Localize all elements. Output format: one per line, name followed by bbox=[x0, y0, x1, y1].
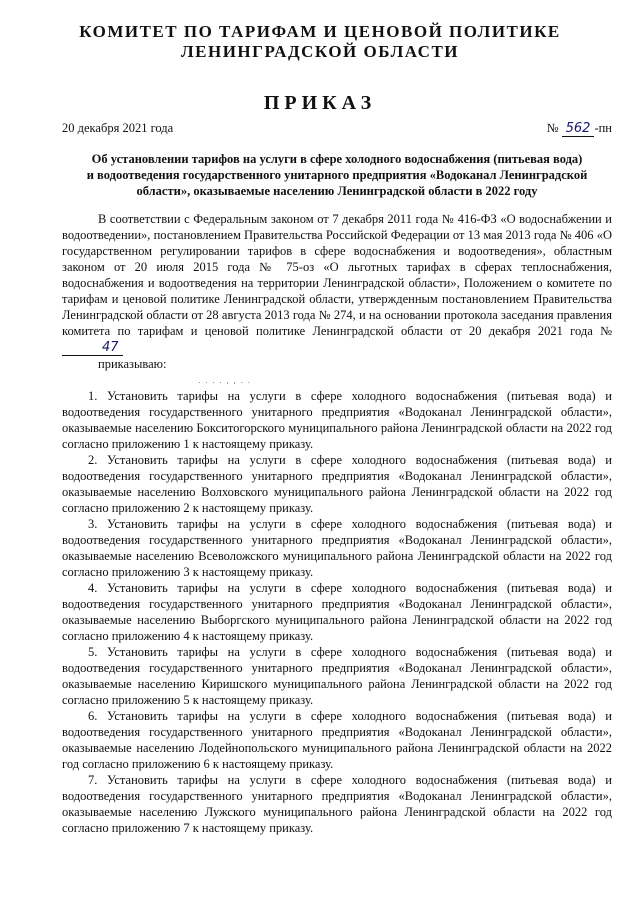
order-date: 20 декабря 2021 года bbox=[62, 121, 174, 135]
org-header bbox=[0, 22, 640, 62]
order-item: 3. Установить тарифы на услуги в сфере холодного водоснабжения (питьевая вода) и водоотведения государственного унитарного предприятия «Водоканал Ленинградской области», оказываемые населению Всеволожского муниципального района Ленинградской области на 2022 год согласно приложению 3 к настоящему приказу. bbox=[62, 517, 612, 579]
order-item: 7. Установить тарифы на услуги в сфере холодного водоснабжения (питьевая вода) и водоотведения государственного унитарного предприятия «Водоканал Ленинградской области», оказываемые населению Лужского муниципального района Ленинградской области на 2022 год согласно приложению 7 к настоящему приказу. bbox=[62, 773, 612, 835]
meta-row bbox=[62, 121, 612, 137]
order-item: 4. Установить тарифы на услуги в сфере холодного водоснабжения (питьевая вода) и водоотведения государственного унитарного предприятия «Водоканал Ленинградской области», оказываемые населению Выборгского муниципального района Ленинградской области на 2022 год согласно приложению 4 к настоящему приказу. bbox=[62, 581, 612, 643]
handwritten-number: 562 bbox=[562, 122, 595, 137]
subject-line: и водоотведения государственного унитарного предприятия «Водоканал Ленинградской bbox=[86, 168, 588, 182]
order-items bbox=[62, 388, 612, 836]
subject-line: Об установлении тарифов на услуги в сфере холодного водоснабжения (питьевая вода) bbox=[91, 152, 583, 166]
order-item: 1. Установить тарифы на услуги в сфере холодного водоснабжения (питьевая вода) и водоотведения государственного унитарного предприятия «Водоканал Ленинградской области», оказываемые населению Бокситогорского муниципального района Ленинградской области на 2022 год согласно приложению 1 к настоящему приказу. bbox=[62, 389, 612, 451]
number-suffix: -пн bbox=[594, 121, 612, 135]
order-item: 6. Установить тарифы на услуги в сфере холодного водоснабжения (питьевая вода) и водоотведения государственного унитарного предприятия «Водоканал Ленинградской области», оказываемые населению Лодейнопольского муниципального района Ленинградской области на 2022 год согласно приложению 6 к настоящему приказу. bbox=[62, 709, 612, 771]
handwritten-protocol-number: 47 bbox=[62, 341, 123, 356]
order-item: 2. Установить тарифы на услуги в сфере холодного водоснабжения (питьевая вода) и водоотведения государственного унитарного предприятия «Водоканал Ленинградской области», оказываемые населению Волховского муниципального района Ленинградской области на 2022 год согласно приложению 2 к настоящему приказу. bbox=[62, 453, 612, 515]
preamble bbox=[62, 211, 612, 356]
preamble-text: В соответствии с Федеральным законом от 7 декабря 2011 года № 416-ФЗ «О водоснабжении и водоотведении», постановлением Правительства Российской Федерации от 13 мая 2013 года № 406 «О государственном регулировании тарифов в сфере водоснабжения и водоотведения», областным законом от 20 июля 2015 года № 75-оз «О льготных тарифах в сферах теплоснабжения, водоснабжения и водоотведения на территории Ленинградской области», Положением о комитете по тарифам и ценовой политике Ленинградской области, утвержденным постановлением Правительства Ленинградской области от 28 августа 2013 года № 274, и на основании протокола заседания правления комитета по тарифам и ценовой политике Ленинградской области от 20 декабря 2021 года № bbox=[62, 212, 612, 338]
org-name-line2: ЛЕНИНГРАДСКОЙ ОБЛАСТИ bbox=[180, 42, 460, 61]
subject-line: области», оказываемые населению Ленинградской области в 2022 году bbox=[136, 184, 538, 198]
number-prefix: № bbox=[546, 121, 559, 135]
org-name-line1: КОМИТЕТ ПО ТАРИФАМ И ЦЕНОВОЙ ПОЛИТИКЕ bbox=[79, 22, 561, 41]
pen-scribble: . . . . , , . . bbox=[198, 376, 252, 385]
order-word: приказываю: bbox=[98, 357, 167, 371]
order-number bbox=[547, 121, 612, 137]
preamble-paragraph bbox=[62, 211, 612, 356]
order-subject bbox=[62, 151, 612, 199]
document-title: ПРИКАЗ bbox=[263, 92, 377, 114]
order-item: 5. Установить тарифы на услуги в сфере холодного водоснабжения (питьевая вода) и водоотведения государственного унитарного предприятия «Водоканал Ленинградской области», оказываемые населению Киришского муниципального района Ленинградской области на 2022 год согласно приложению 5 к настоящему приказу. bbox=[62, 645, 612, 707]
